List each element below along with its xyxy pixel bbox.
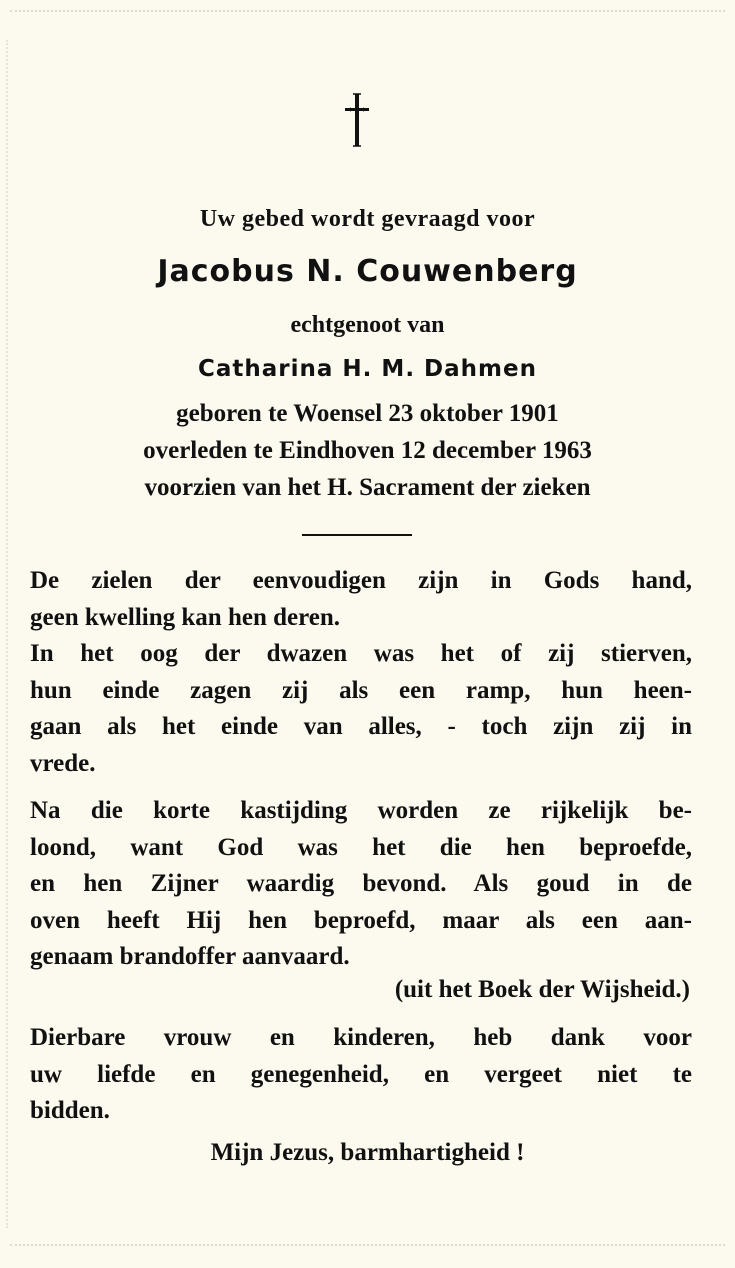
- text-line: en hen Zijner waardig bevond. Als goud in de: [30, 870, 692, 897]
- farewell-paragraph: [30, 1020, 692, 1130]
- cross-icon: [342, 92, 372, 148]
- scripture-paragraph-1: [30, 563, 692, 782]
- sacrament-line: voorzien van het H. Sacrament der zieken: [144, 474, 591, 501]
- dotted-border-bottom: [10, 1244, 725, 1248]
- closing-prayer: Mijn Jezus, barmhartigheid !: [210, 1139, 525, 1166]
- text-line: De zielen der eenvoudigen zijn in Gods hand,: [30, 567, 692, 594]
- text-line: In het oog der dwazen was het of zij stierven,: [30, 640, 692, 667]
- divider: [302, 534, 412, 536]
- scripture-source: (uit het Boek der Wijsheid.): [394, 976, 690, 1003]
- text-line: uw liefde en genegenheid, en vergeet niet te: [30, 1060, 692, 1088]
- text-line: geen kwelling kan hen deren.: [30, 603, 340, 631]
- text-line: hun einde zagen zij als een ramp, hun heen-: [30, 676, 692, 704]
- text-line: genaam brandoffer aanvaard.: [30, 943, 350, 970]
- text-line: loond, want God was het die hen beproefde,: [30, 833, 692, 861]
- death-line: overleden te Eindhoven 12 december 1963: [143, 437, 592, 464]
- text-line: gaan als het einde van alles, - toch zijn zij in: [30, 713, 692, 740]
- deceased-name: Jacobus N. Couwenberg: [157, 254, 578, 289]
- text-line: Dierbare vrouw en kinderen, heb dank voor: [30, 1024, 692, 1051]
- text-line: oven heeft Hij hen beproefd, maar als een aan-: [30, 906, 692, 934]
- spouse-relation: echtgenoot van: [290, 312, 445, 338]
- spouse-name: Catharina H. M. Dahmen: [198, 356, 537, 382]
- scripture-paragraph-2: [30, 793, 692, 976]
- text-line: bidden.: [30, 1097, 110, 1124]
- text-line: vrede.: [30, 749, 96, 777]
- text-line: Na die korte kastijding worden ze rijkelijk be-: [30, 797, 692, 824]
- prayer-request: Uw gebed wordt gevraagd voor: [199, 206, 536, 232]
- dotted-border-top: [10, 10, 725, 14]
- birth-line: geboren te Woensel 23 oktober 1901: [176, 400, 559, 427]
